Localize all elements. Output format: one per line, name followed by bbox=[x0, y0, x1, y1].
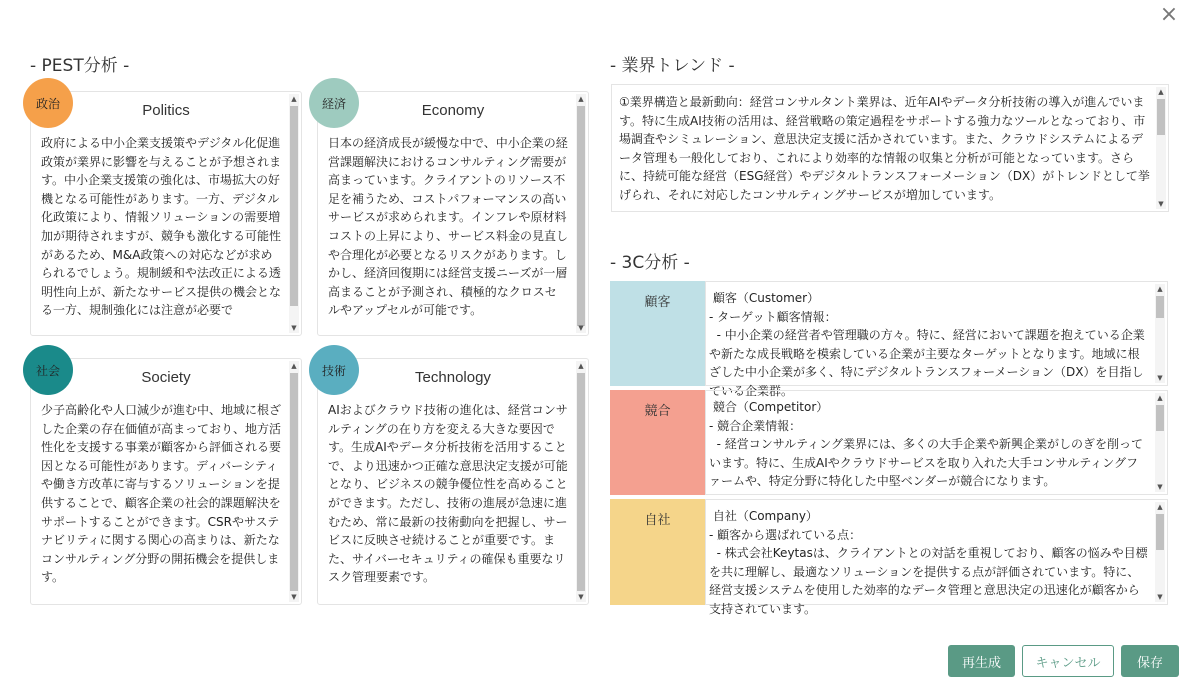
scroll-thumb[interactable] bbox=[290, 106, 298, 306]
economy-scrollbar[interactable] bbox=[576, 94, 586, 333]
scroll-up-icon[interactable]: ▲ bbox=[578, 95, 584, 103]
scroll-up-icon[interactable]: ▲ bbox=[291, 95, 297, 103]
scroll-down-icon[interactable]: ▼ bbox=[578, 324, 584, 332]
scroll-up-icon[interactable]: ▲ bbox=[1157, 394, 1163, 402]
trend-scrollbar[interactable] bbox=[1156, 87, 1166, 209]
company-box bbox=[705, 499, 1168, 616]
scroll-thumb[interactable] bbox=[577, 106, 585, 326]
scroll-up-icon[interactable]: ▲ bbox=[1157, 503, 1163, 511]
scroll-up-icon[interactable]: ▲ bbox=[578, 362, 584, 370]
scroll-thumb[interactable] bbox=[1156, 514, 1164, 550]
company-scrollbar[interactable] bbox=[1155, 502, 1165, 602]
scroll-down-icon[interactable]: ▼ bbox=[1157, 374, 1163, 382]
regenerate-button[interactable]: 再生成 bbox=[948, 645, 1015, 677]
society-scrollbar[interactable] bbox=[289, 361, 299, 602]
society-badge: 社会 bbox=[23, 345, 73, 395]
scroll-thumb[interactable] bbox=[290, 373, 298, 591]
scroll-thumb[interactable] bbox=[577, 373, 585, 591]
politics-scrollbar[interactable] bbox=[289, 94, 299, 333]
technology-heading: Technology bbox=[415, 369, 491, 386]
society-card bbox=[30, 358, 302, 605]
competitor-label: 競合 bbox=[610, 390, 705, 495]
close-icon[interactable]: × bbox=[1159, 2, 1179, 27]
competitor-text: 競合（Competitor） - 競合企業情報： - 経営コンサルティング業界には、多くの大手企業や新興企業がしのぎを削っています。特に、生成AIやクラウドサービスを取り入れた大手コンサルティングファームや、特定分野に特化した中堅ベンダーが競合になります。 bbox=[709, 400, 1143, 489]
customer-box bbox=[705, 281, 1168, 398]
customer-text: 顧客（Customer） - ターゲット顧客情報： - 中小企業の経営者や管理職の方々。特に、経営において課題を抱えている企業や新たな成長戦略を模索している企業が主要なターゲットとなります。地域に根ざした中小企業が多く、特にデジタルトランスフォーメーション（DX）を目指している企業群。 bbox=[709, 291, 1145, 398]
economy-badge: 経済 bbox=[309, 78, 359, 128]
pest-section-title: - PEST分析 - bbox=[30, 56, 130, 76]
company-text: 自社（Company） - 顧客から選ばれている点： - 株式会社Keytasは、クライアントとの対話を重視しており、顧客の悩みや目標を共に理解し、最適なソリューションを提供する点が評価されています。特に、経営支援システムを使用した効率的なデータ管理と意思決定の迅速化が顧客から支持されています。 bbox=[709, 509, 1148, 616]
technology-badge: 技術 bbox=[309, 345, 359, 395]
scroll-down-icon[interactable]: ▼ bbox=[1157, 483, 1163, 491]
economy-heading: Economy bbox=[421, 102, 485, 119]
company-label: 自社 bbox=[610, 499, 705, 605]
scroll-thumb[interactable] bbox=[1157, 99, 1165, 135]
scroll-up-icon[interactable]: ▲ bbox=[291, 362, 297, 370]
society-text: 少子高齢化や人口減少が進む中、地域に根ざした企業の存在価値が高まっており、地方活性化を支援する事業が顧客から評価される要因となる可能性があります。ディバーシティや働き方改革に寄与するソリューションを提供することで、顧客企業の社会的課題解決をサポートすることができます。CSRやサステナビリティに関する関心の高まりは、新たなコンサルティング分野の開拓機会を提供します。 bbox=[41, 403, 282, 585]
scroll-up-icon[interactable]: ▲ bbox=[1157, 285, 1163, 293]
politics-badge: 政治 bbox=[23, 78, 73, 128]
technology-card bbox=[317, 358, 589, 605]
customer-label: 顧客 bbox=[610, 281, 705, 386]
politics-card bbox=[30, 91, 302, 336]
save-button[interactable]: 保存 bbox=[1121, 645, 1179, 677]
technology-text: AIおよびクラウド技術の進化は、経営コンサルティングの在り方を変える大きな要因です。生成AIやデータ分析技術を活用することで、より迅速かつ正確な意思決定支援が可能となり、ビジネスの競争優位性を高めることができます。ただし、技術の進展が急速に進むため、常に最新の技術動向を把握し、サービスに反映させ続けることが重要です。また、サイバーセキュリティの確保も重要なリスク管理要素です。 bbox=[328, 403, 568, 585]
society-heading: Society bbox=[141, 369, 191, 386]
scroll-down-icon[interactable]: ▼ bbox=[291, 324, 297, 332]
economy-text: 日本の経済成長が緩慢な中で、中小企業の経営課題解決におけるコンサルティング需要が高まっています。クライアントのリソース不足を補うため、コストパフォーマンスの高いサービスが求められます。インフレや原材料コストの上昇により、サービス料金の見直しや合理化が必要となるリスクがあります。しかし、経済回復期には経営支援ニーズが一層高まることが予測され、積極的なクロスセルやアップセルが可能です。 bbox=[328, 136, 569, 318]
economy-card bbox=[317, 91, 589, 336]
c3-section-title: - 3C分析 - bbox=[610, 253, 690, 273]
cancel-button[interactable]: キャンセル bbox=[1022, 645, 1114, 677]
politics-heading: Politics bbox=[142, 102, 190, 119]
scroll-thumb[interactable] bbox=[1156, 405, 1164, 431]
scroll-down-icon[interactable]: ▼ bbox=[578, 593, 584, 601]
competitor-scrollbar[interactable] bbox=[1155, 393, 1165, 492]
trend-box bbox=[611, 84, 1169, 212]
scroll-down-icon[interactable]: ▼ bbox=[1158, 200, 1164, 208]
technology-scrollbar[interactable] bbox=[576, 361, 586, 602]
scroll-down-icon[interactable]: ▼ bbox=[1157, 593, 1163, 601]
scroll-up-icon[interactable]: ▲ bbox=[1158, 88, 1164, 96]
scroll-down-icon[interactable]: ▼ bbox=[291, 593, 297, 601]
politics-text: 政府による中小企業支援策やデジタル化促進政策が業界に影響を与えることが予想されます。中小企業支援策の強化は、市場拡大の好機となる可能性があります。一方、デジタル化政策により、情報ソリューションの需要増加が期待されますが、競争も激化する可能性があるため、M&A政策への対応などが求められるでしょう。規制緩和や法改正による透明性向上が、新たなサービス提供の機会となる一方、規制強化には注意が必要で bbox=[41, 136, 282, 318]
scroll-thumb[interactable] bbox=[1156, 296, 1164, 318]
customer-scrollbar[interactable] bbox=[1155, 284, 1165, 383]
trend-section-title: - 業界トレンド - bbox=[610, 56, 735, 76]
trend-text: ①業界構造と最新動向：経営コンサルタント業界は、近年AIやデータ分析技術の導入が進んでいます。特に生成AI技術の活用は、経営戦略の策定過程をサポートする強力なツールとなっており、市場調査やシミュレーション、意思決定支援に活かされています。また、クラウドシステムによるデータ管理も一般化しており、これにより効率的な情報の収集と分析が可能となっています。さらに、持続可能な経営（ESG経営）やデジタルトランスフォーメーション（DX）がトレンドとして挙げられ、それに対応したコンサルティングサービスが増加しています。 bbox=[619, 95, 1150, 202]
competitor-box bbox=[705, 390, 1168, 495]
